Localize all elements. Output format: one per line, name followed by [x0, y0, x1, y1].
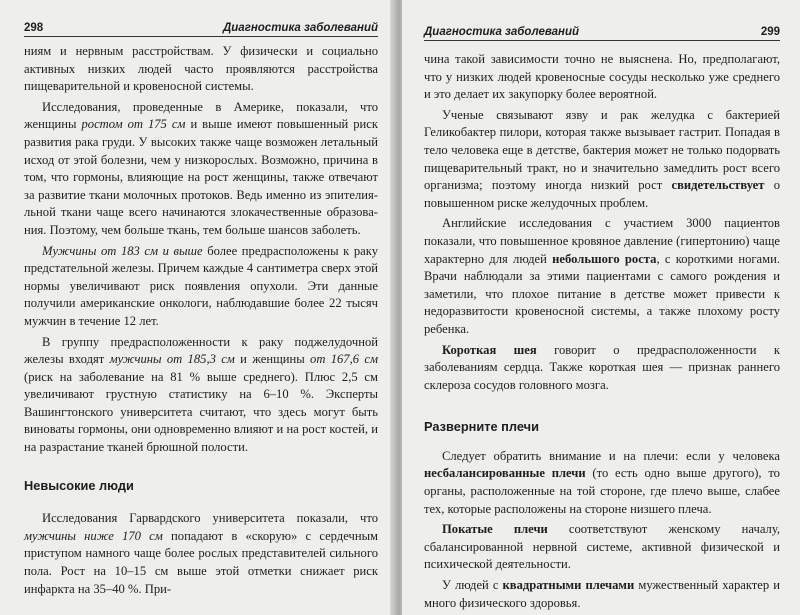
paragraph	[24, 99, 378, 240]
page-body	[424, 51, 780, 612]
paragraph	[424, 577, 780, 612]
italic-text: мужчины от 185,3 см	[109, 352, 235, 367]
bold-text: несбалансированные плечи	[424, 466, 586, 481]
left-page	[0, 0, 396, 615]
continued-paragraph	[424, 51, 780, 104]
paragraph	[24, 243, 378, 331]
text-run: (то есть одно выше другого), то органы, расположенные на той стороне, где плечо выше, слабее тех, которые расположены на стороне низшего плеча.	[424, 466, 780, 516]
bold-text: квадратными плечами	[502, 578, 635, 593]
paragraph	[424, 215, 780, 338]
bold-text: небольшого роста	[552, 251, 657, 266]
paragraph	[424, 448, 780, 518]
paragraph	[424, 107, 780, 213]
text-run: о повышенном риске желудочных проблем.	[424, 178, 780, 210]
page-number: 299	[760, 26, 780, 38]
paragraph	[424, 521, 780, 574]
paragraph-list	[424, 448, 780, 612]
page-number: 298	[24, 22, 44, 34]
bold-text: свидетельствует	[671, 178, 765, 193]
text-run: чина такой зависимости точно не выяснена. Но, предполагают, что у низких людей кровеносные сосуды несколько уже среднего и это делает их закупорку более вероятной.	[424, 52, 780, 102]
text-run: (риск на заболевание на 81 % выше среднего). Плюс 2,5 см увеличивают грустную статистику на 6–10 %. Эксперты Вашингтонского университета считают, что здесь могут быть виноваты гормоны, они одновременно влияют и на рост костей, и на разрастание тканей брюшной полости.	[24, 369, 378, 455]
text-run: Исследования Гарвардского университета показали, что	[42, 511, 378, 526]
italic-text: от 167,6 см	[310, 352, 378, 367]
text-run: мужественный характер и много физического здоровья.	[424, 578, 780, 610]
section-heading: Разверните плечи	[424, 419, 539, 435]
page-header	[424, 26, 780, 41]
text-run: Ученые связывают язву и рак желудка с бактерией Геликобактер пилори, которая также вызывает гастрит. Попадая в тело человека еще в детстве, бактерия может не только подорвать пищеварительный тракт, но и значительно замедлить рост всего организма; поэтому иногда низкий рост	[424, 107, 780, 193]
text-run: ниям и нервным расстройствам. У физически и социально активных низких людей часто проявляются расстройства пищеварительной и кровеносной системы.	[24, 44, 378, 94]
text-run: говорит о предрасположенности к заболеваниям сердца. Также короткая шея — признак раннего склероза сосудов головного мозга.	[424, 342, 781, 392]
bold-text: Короткая шея	[442, 342, 537, 357]
paragraph	[24, 510, 378, 598]
right-page	[402, 0, 800, 615]
italic-text: ростом от 175 см	[81, 117, 186, 132]
section-heading: Невысокие люди	[24, 477, 134, 493]
bold-text: Покатые плечи	[442, 522, 548, 537]
paragraph	[424, 342, 780, 395]
paragraph-list	[24, 43, 378, 457]
text-run: Исследования, проведенные в Америке, показали, что женщины	[24, 99, 378, 132]
text-run: и выше имеют повышенный риск развития рака груди. У высоких также чаще возможен летальный исход от этой болезни, чем у низкорослых. Возможно, причина в том, что гормоны, влияющие на рост женщины, также отвечают за развитие ткани молочных протоков. Ведь именно из эпителияльной ткани чаще всего начинаются злокачественные образования. Поэтому, чем больше ткань, тем больше шансов заболеть.	[24, 117, 378, 237]
running-title: Диагностика заболеваний	[424, 26, 580, 38]
page-header	[24, 22, 378, 37]
page-body	[24, 43, 378, 598]
text-run: , с короткими ногами. Врачи наблюдали за этими пациентами с самого рождения и заметили, что плохое питание в детстве может привести к недоразвитости кровеносной системы, а также плохому росту ребенка.	[424, 251, 781, 336]
text-run: Английские исследования с участием 3000 пациентов показали, что повышенное кровяное давление (гипертонию) чаще характерно для людей	[424, 216, 780, 266]
text-run: более предрасположены к раку предстательной железы. Причем каждые 4 сантиметра сверх этой нормы увеличивают риск появления опухоли. Эти данные получили американские онкологи, наблюдавшие более 22 тысяч мужчин в течение 12 лет.	[24, 243, 378, 328]
running-title: Диагностика заболеваний	[222, 22, 378, 34]
text-run: соответствуют женскому началу, сбалансированной нервной системе, активной физической и психической деятельности.	[424, 522, 781, 572]
text-run: У людей с	[442, 578, 503, 593]
text-run: попадают в «скорую» с сердечным приступом намного чаще более рослых представителей сильного пола. Рост на 10–15 см выше этой отметки снижает риск инфаркта на 35–40 %. При-	[24, 528, 378, 596]
text-run: В группу предрасположенности к раку поджелудочной железы входят	[24, 334, 378, 367]
paragraph-list	[424, 51, 780, 394]
paragraph	[24, 334, 378, 457]
text-run: Следует обратить внимание и на плечи: если у человека	[442, 448, 780, 463]
continued-paragraph	[24, 43, 378, 96]
paragraph-list	[24, 510, 378, 598]
text-run: и женщины	[234, 352, 311, 367]
italic-text: мужчины ниже 170 см	[24, 528, 163, 543]
italic-text: Мужчины от 183 см и выше	[42, 243, 203, 258]
